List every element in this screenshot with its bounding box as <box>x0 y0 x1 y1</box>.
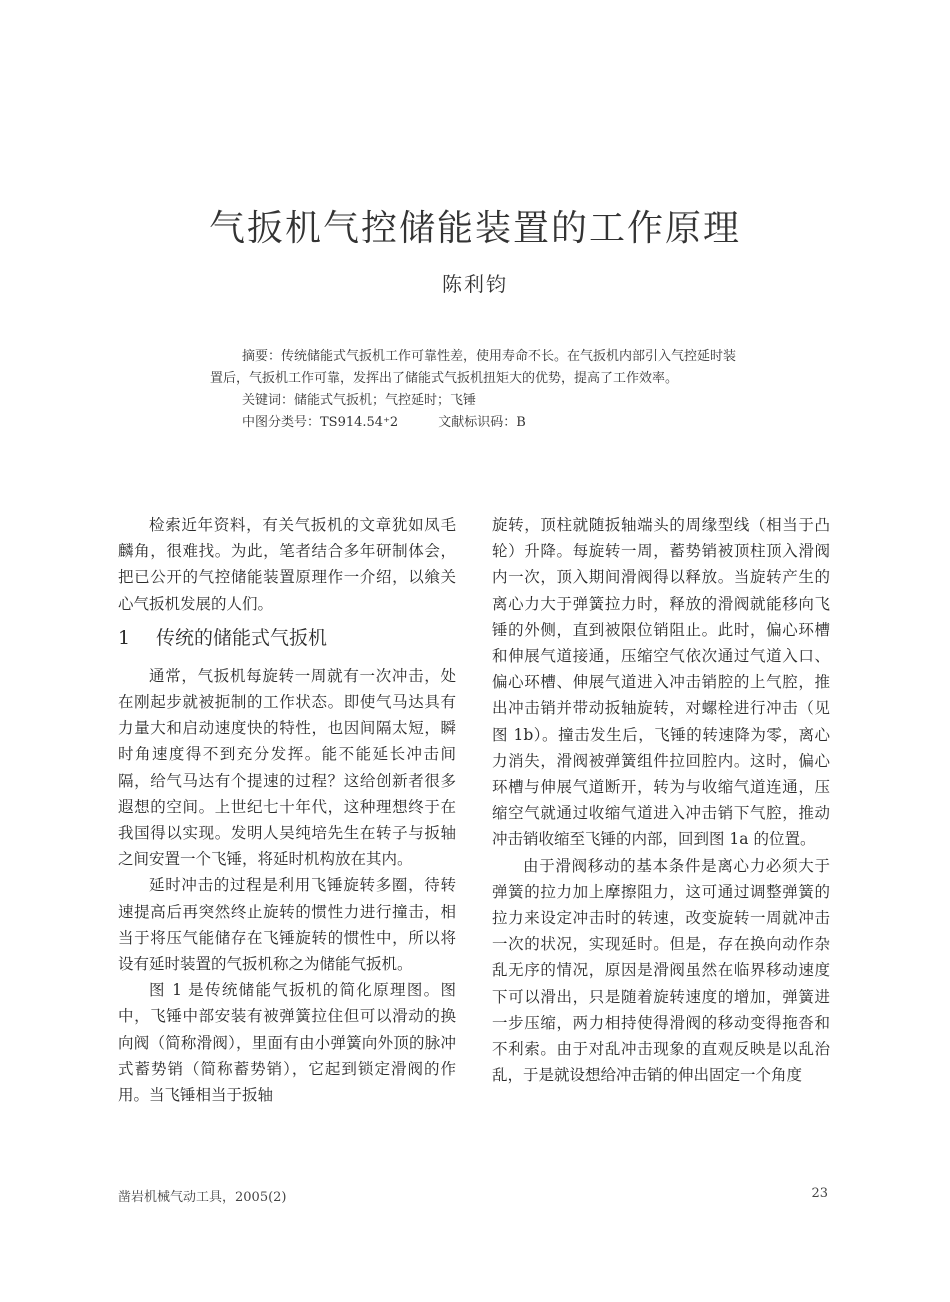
section-number: 1 <box>118 626 131 649</box>
section-title: 传统的储能式气扳机 <box>156 626 328 649</box>
body-paragraph: 图 1 是传统储能气扳机的简化原理图。图中，飞锤中部安装有被弹簧拉住但可以滑动的换向阀（简称滑阀），里面有由小弹簧向外顶的脉冲式蓄势销（简称蓄势销），它起到锁定滑阀的作用。当飞锤相当于扳轴 <box>118 981 456 1105</box>
abstract-text: 摘要：传统储能式气扳机工作可靠性差，使用寿命不长。在气扳机内部引入气控延时装置后，气扳机工作可靠，发挥出了储能式气扳机扭矩大的优势，提高了工作效率。 <box>210 349 737 386</box>
journal-citation: 凿岩机械气动工具，2005(2) <box>118 1190 287 1205</box>
classification-line <box>210 412 740 434</box>
right-column <box>492 512 830 1088</box>
body-paragraph: 延时冲击的过程是利用飞锤旋转多圈，待转速提高后再突然终止旋转的惯性力进行撞击，相当于将压气能储存在飞锤旋转的惯性中，所以将设有延时装置的气扳机称之为储能气扳机。 <box>118 876 456 974</box>
classification-number: 中图分类号：TS914.54⁺2 <box>242 415 399 430</box>
section-heading <box>118 623 456 653</box>
article-title: 气扳机气控储能装置的工作原理 <box>208 208 741 249</box>
body-paragraph: 由于滑阀移动的基本条件是离心力必须大于弹簧的拉力加上摩擦阻力，这可通过调整弹簧的拉力来设定冲击时的转速，改变旋转一周就冲击一次的状况，实现延时。但是，存在换向动作杂乱无序的情况，原因是滑阀虽然在临界移动速度下可以滑出，只是随着旋转速度的增加，弹簧进一步压缩，两力相持使得滑阀的移动变得拖沓和不利索。由于对乱冲击现象的直观反映是以乱治乱，于是就设想给冲击销的伸出固定一个角度 <box>492 856 830 1085</box>
document-code: 文献标识码：B <box>438 415 526 430</box>
abstract-block <box>210 346 740 434</box>
left-column <box>118 512 456 1108</box>
page-number: 23 <box>811 1186 828 1201</box>
page-footer <box>118 1186 828 1205</box>
body-paragraph: 旋转，顶柱就随扳轴端头的周缘型线（相当于凸轮）升降。每旋转一周，蓄势销被顶柱顶入滑阀内一次，顶入期间滑阀得以释放。当旋转产生的离心力大于弹簧拉力时，释放的滑阀就能移向飞锤的外侧，直到被限位销阻止。此时，偏心环槽和伸展气道接通，压缩空气依次通过气道入口、偏心环槽、伸展气道进入冲击销腔的上气腔，推出冲击销并带动扳轴旋转，对螺栓进行冲击（见图 1b）。撞击发生后，飞锤的转速降为零，离心力消失，滑阀被弹簧组件拉回腔内。这时，偏心环槽与伸展气道断开，转为与收缩气道连通，压缩空气就通过收缩气道进入冲击销下气腔，推动冲击销收缩至飞锤的内部，回到图 1a 的位置。 <box>492 516 830 849</box>
author-name: 陈利钧 <box>442 272 508 296</box>
intro-paragraph: 检索近年资料，有关气扳机的文章犹如凤毛麟角，很难找。为此，笔者结合多年研制体会，把已公开的气控储能装置原理作一介绍，以飨关心气扳机发展的人们。 <box>118 516 456 613</box>
body-paragraph: 通常，气扳机每旋转一周就有一次冲击，处在刚起步就被扼制的工作状态。即使气马达具有力量大和启动速度快的特性，也因间隔太短，瞬时角速度得不到充分发挥。能不能延长冲击间隔，给气马达有个提速的过程？这给创新者很多遐想的空间。上世纪七十年代，这种理想终于在我国得以实现。发明人吴纯培先生在转子与扳轴之间安置一个飞锤，将延时机构放在其内。 <box>118 666 456 869</box>
keywords: 关键词：储能式气扳机；气控延时；飞锤 <box>242 393 477 408</box>
